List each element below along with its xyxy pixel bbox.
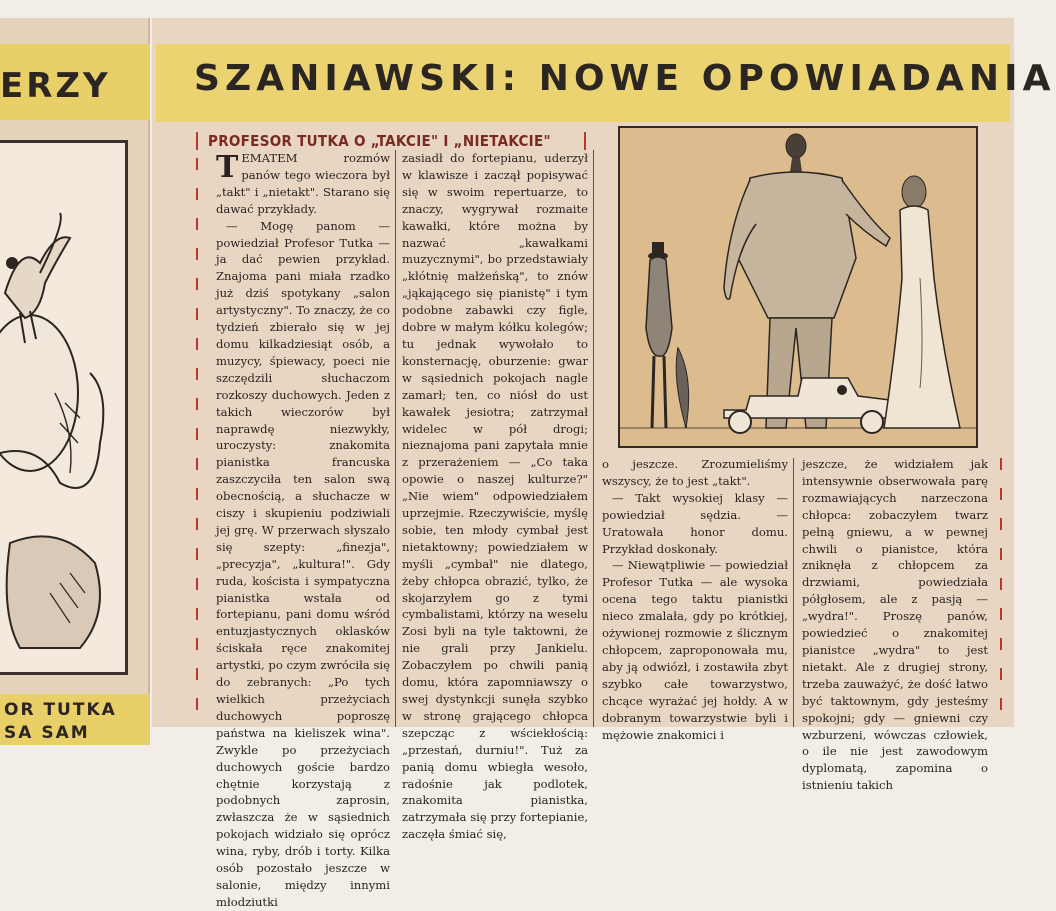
column-divider-2 <box>593 150 594 727</box>
margin-marks-left <box>196 158 198 727</box>
subhead-marker <box>196 132 198 150</box>
bird-and-figure-drawing <box>0 143 125 672</box>
article-column-3 <box>602 456 788 743</box>
article-column-4 <box>802 456 988 794</box>
margin-marks-right <box>1000 458 1002 727</box>
drop-cap: T <box>216 150 239 185</box>
subhead-marker-right <box>584 132 586 150</box>
column-4-paragraph-1: jeszcze, że widziałem jak intensywnie obserwowała parę rozmawiających narzeczona chłopca: zobaczyłem twarz pełną gniewu, a w pewnej chwili o pianistce, która zniknęła z chłopcem za drzwiami, powiedziała półgłosem, ale z pasją — „wydra!". Proszę panów, powiedzieć o znakomitej pianistce „wydra" to jest nietakt. Ale z drugiej strony, trzeba zauważyć, że dość łatwo być taktownym, gdy jesteśmy spokojni; gdy — gniewni czy wzburzeni, wówczas człowiek, o ile nie jest zawodowym dyplomatą, zapomina o istnieniu takich <box>802 457 988 793</box>
article-illustration <box>618 126 978 448</box>
adjacent-left-page <box>0 18 150 743</box>
article-subheading: PROFESOR TUTKA O „TAKCIE" I „NIETAKCIE" <box>208 132 551 150</box>
column-divider-3 <box>793 458 794 727</box>
page-title: SZANIAWSKI: NOWE OPOWIADANIA <box>194 58 1056 99</box>
column-1-paragraph-1: EMATEM rozmów panów tego wieczora był „takt" i „nietakt". Starano się dawać przykłady. <box>216 151 390 216</box>
column-divider-1 <box>395 150 396 727</box>
article-column-2 <box>402 150 588 843</box>
left-bottom-text-1: OR TUTKA <box>4 700 117 720</box>
left-page-title-fragment: ERZY <box>0 66 111 106</box>
column-1-paragraph-2: — Mogę panom — powiedział Profesor Tutka — ja dać pewien przykład. Znajoma pani miała rzadko już dziś spotykany „salon artystyczny". To znaczy, że co tydzień zbierało się w jej domu kilkadziesiąt osób, a muzycy, śpiewacy, poeci nie szczędzili słuchaczom rozkoszy duchowych. Jeden z takich wieczorów był naprawdę niezwykły, uroczysty: znakomita pianistka francuska zaszczyciła ten salon swą obecnością, a słuchacze w ciszy i skupieniu podziwiali jej grę. W przerwach słyszało się szepty: „finezja", „precyzja", „kultura!". Gdy ruda, koścista i sympatyczna pianistka wstała od fortepianu, pani domu wśród entuzjastycznych oklasków ściskała ręce znakomitej artystki, po czym zwróciła się do zebranych: „Po tych wielkich przeżyciach duchowych poproszę państwa na kieliszek wina". Zwykle po przeżyciach duchowych goście bardzo chętnie korzystają z podobnych zaprosin, zwłaszcza że w sąsiednich pokojach widziało się oprócz wina, ryby, drób i torty. Kilka osób pozostało jeszcze w salonie, między innymi młodziutki <box>216 218 390 909</box>
article-column-1 <box>216 150 390 911</box>
column-3-paragraph-2: — Takt wysokiej klasy — powiedział sędzia. — Uratowała honor domu. Przykład doskonały. <box>602 490 788 556</box>
main-page <box>152 18 1056 909</box>
column-2-paragraph-1: zasiadł do fortepianu, uderzył w klawisze i zaczął popisywać się w swoim repertuarze, to znaczy, wygrywał rozmaite kawałki, które można by nazwać „kawałkami muzycznymi", bo przedstawiały „kłótnię małżeńską", to znów „jąkającego się pianistę" i tym podobne zabawki czy figle, dobre w małym kółku kolegów; tu jednak wywołało to konsternację, oburzenie: gwar w sąsiednich pokojach nagle zamarł; ten, co niósł do ust kawałek jesiotra; zatrzymał widelec w pół drogi; nieznajoma pani zapytała mnie z przerażeniem — „Co taka opowie o naszej kulturze?" „Nie wiem" odpowiedziałem uprzejmie. Rzeczywiście, myślę sobie, ten młody cymbał jest nietaktowny; powiedziałem w myśli „cymbał" nie dlatego, żeby chłopca obrazić, tylko, że skojarzyłem go z tymi cymbalistami, którzy na weselu Zosi byli na tyle taktowni, że nie grali przy Jankielu. Zobaczyłem po chwili panią domu, która zapomniawszy o swej dystynkcji sunęła szybko w stronę grającego chłopca szepcząc z wściekłością: „przestań, durniu!". Tuż za panią domu wbiegła wesoło, radośnie jak podlotek, znakomita pianistka, zatrzymała się przy fortepianie, zaczęła śmiać się, <box>402 151 588 842</box>
left-page-illustration <box>0 140 128 675</box>
column-3-paragraph-3: — Niewątpliwie — powiedział Profesor Tutka — ale wysoka ocena tego taktu pianistki nieco zmalała, gdy po krótkiej, ożywionej rozmowie z ślicznym chłopcem, zaproponowała mu, aby ją odwiózł, i zostawiła zbyt szybko całe towarzystwo, chcące wyrażać jej hołdy. A w dobranym towarzystwie byli i mężowie znakomici i <box>602 558 788 742</box>
left-bottom-text-2: SA SAM <box>4 723 90 743</box>
column-3-paragraph-1: o jeszcze. Zrozumieliśmy wszyscy, że to jest „takt". <box>602 457 788 488</box>
tall-figures-drawing <box>620 128 976 446</box>
